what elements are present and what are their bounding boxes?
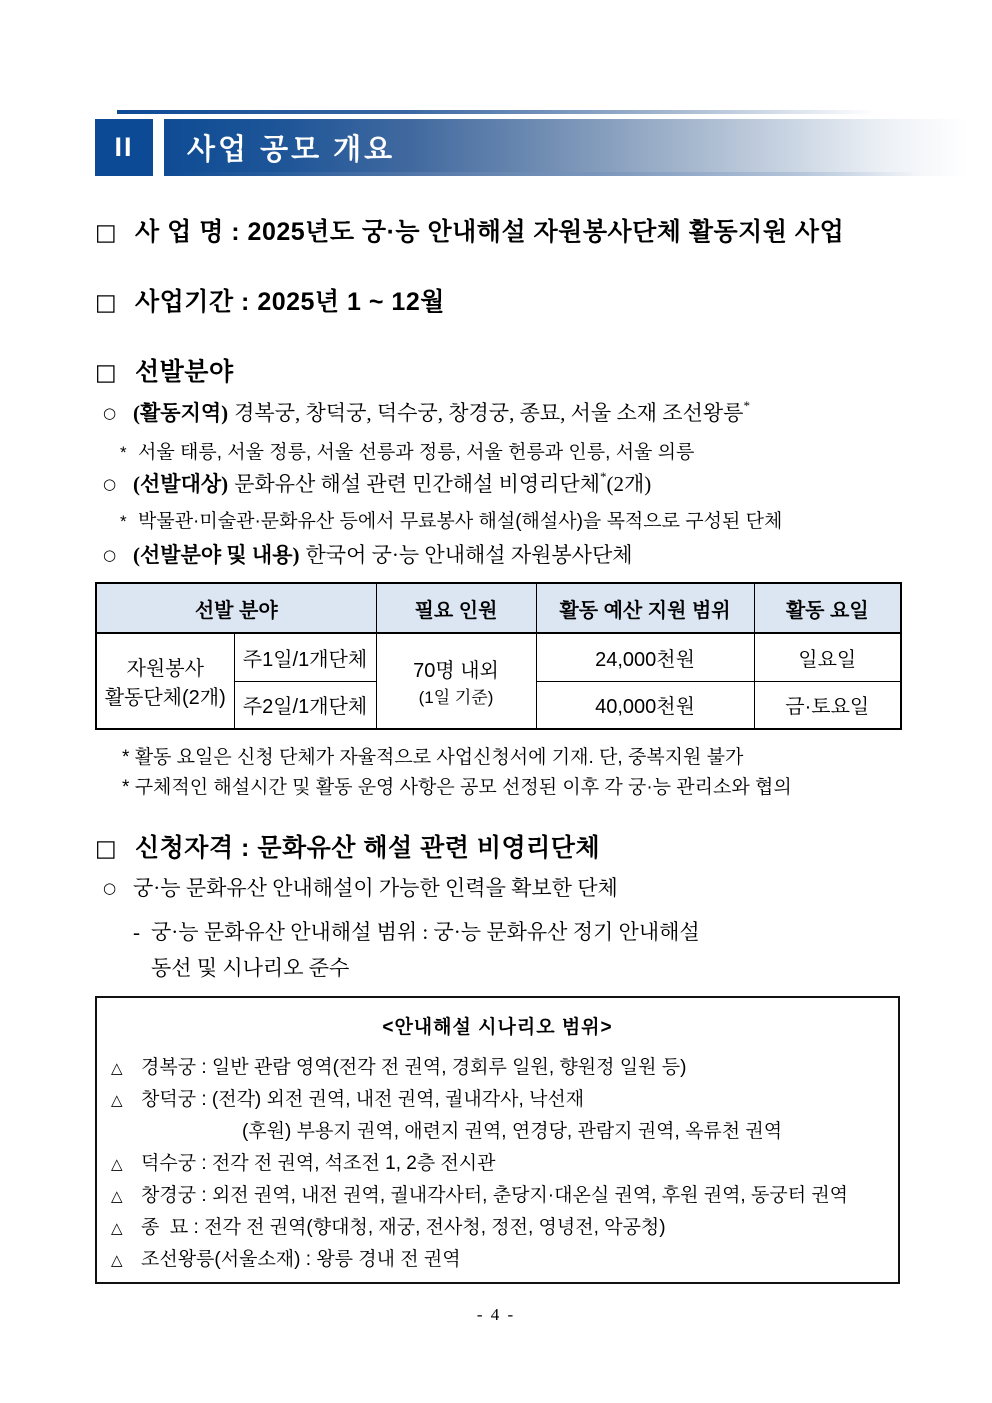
qualification-item bbox=[103, 872, 618, 902]
cell-budget-1: 24,000천원 bbox=[536, 633, 754, 681]
cell-group-name bbox=[96, 633, 234, 729]
list-item-text: 창경궁 : 외전 권역, 내전 권역, 궐내각사터, 춘당지·대온실 권역, 후원 권역, 동궁터 권역 bbox=[141, 1185, 849, 1206]
circle-bullet-icon: ○ bbox=[103, 475, 117, 493]
qualification-heading-text: 신청자격 : 문화유산 해설 관련 비영리단체 bbox=[135, 834, 601, 862]
col-header-budget-range: 활동 예산 지원 범위 bbox=[536, 583, 754, 633]
asterisk-icon: * bbox=[120, 512, 127, 531]
selection-target-label: (선발대상) bbox=[133, 472, 229, 496]
table-footnote-1 bbox=[122, 742, 743, 769]
circle-bullet-icon: ○ bbox=[103, 879, 117, 897]
section-title: 사업 공모 개요 bbox=[187, 134, 396, 166]
group-name-line1: 자원봉사 bbox=[126, 658, 204, 680]
cell-budget-2: 40,000천원 bbox=[536, 681, 754, 729]
scenario-box-title: <안내해설 시나리오 범위> bbox=[382, 1017, 613, 1038]
list-item-gyeongbokgung bbox=[97, 1052, 898, 1084]
list-item-jongmyo bbox=[97, 1212, 898, 1244]
square-bullet-icon: □ bbox=[95, 290, 118, 316]
activity-area-label: (활동지역) bbox=[133, 401, 229, 425]
table-footnote-2 bbox=[122, 772, 792, 799]
table-header-row bbox=[96, 583, 901, 633]
page-number: - 4 - bbox=[476, 1305, 516, 1324]
selection-content-label: (선발분야 및 내용) bbox=[133, 543, 300, 567]
header-accent-line bbox=[117, 110, 942, 114]
cell-day-1: 일요일 bbox=[754, 633, 901, 681]
triangle-bullet-icon: △ bbox=[111, 1091, 123, 1109]
qualification-sub-item bbox=[133, 916, 700, 946]
selection-field-heading bbox=[95, 352, 234, 388]
table-footnote-1-text: 활동 요일은 신청 단체가 자율적으로 사업신청서에 기재. 단, 중복지원 불가 bbox=[134, 747, 744, 768]
asterisk-icon: * bbox=[120, 443, 127, 462]
section-header-bar bbox=[164, 119, 985, 176]
selection-content-line bbox=[103, 539, 633, 569]
col-header-activity-day: 활동 요일 bbox=[754, 583, 901, 633]
table-footnote-2-text: 구체적인 해설시간 및 활동 운영 사항은 공모 선정된 이후 각 궁·능 관리소와 협의 bbox=[134, 777, 792, 798]
asterisk-icon: * bbox=[122, 777, 130, 798]
people-count: 70명 내외 bbox=[413, 660, 499, 682]
circle-bullet-icon: ○ bbox=[103, 546, 117, 564]
square-bullet-icon: □ bbox=[95, 360, 118, 386]
list-item-text: (후원) 부용지 권역, 애련지 권역, 연경당, 관람지 권역, 옥류천 권역 bbox=[242, 1121, 783, 1142]
list-item-changgyeonggung bbox=[97, 1180, 898, 1212]
scenario-range-box bbox=[95, 996, 900, 1284]
list-item-joseon-royal-tombs bbox=[97, 1244, 898, 1276]
cell-day-2: 금·토요일 bbox=[754, 681, 901, 729]
triangle-bullet-icon: △ bbox=[111, 1251, 123, 1269]
selection-target-footnote-text: 박물관·미술관·문화유산 등에서 무료봉사 해설(해설사)을 목적으로 구성된 단체 bbox=[138, 511, 783, 532]
qualification-heading bbox=[95, 828, 600, 864]
cell-required-people bbox=[376, 633, 536, 729]
activity-area-footnote-text: 서울 태릉, 서울 정릉, 서울 선릉과 정릉, 서울 헌릉과 인릉, 서울 의릉 bbox=[138, 442, 695, 463]
col-header-required-people: 필요 인원 bbox=[376, 583, 536, 633]
list-item-text: 경복궁 : 일반 관람 영역(전각 전 권역, 경회루 일원, 향원정 일원 등) bbox=[141, 1057, 687, 1078]
list-item-deoksugung bbox=[97, 1148, 898, 1180]
business-name-text: 사 업 명 : 2025년도 궁·능 안내해설 자원봉사단체 활동지원 사업 bbox=[135, 218, 845, 246]
selection-field-text: 선발분야 bbox=[135, 358, 234, 386]
selection-target-line bbox=[103, 468, 651, 498]
cell-schedule-1: 주1일/1개단체 bbox=[234, 633, 376, 681]
list-item-text: 종 묘 : 전각 전 권역(향대청, 재궁, 전사청, 정전, 영녕전, 악공청) bbox=[141, 1217, 666, 1238]
project-period-heading bbox=[95, 282, 445, 318]
header-underline bbox=[164, 172, 954, 176]
col-header-selection-field: 선발 분야 bbox=[96, 583, 376, 633]
square-bullet-icon: □ bbox=[95, 220, 118, 246]
footnote-asterisk: * bbox=[600, 469, 607, 484]
square-bullet-icon: □ bbox=[95, 836, 118, 862]
activity-area-line bbox=[103, 397, 750, 427]
list-item-changdeokgung bbox=[97, 1084, 898, 1116]
triangle-bullet-icon: △ bbox=[111, 1187, 123, 1205]
qualification-item-text: 궁·능 문화유산 안내해설이 가능한 인력을 확보한 단체 bbox=[133, 876, 618, 900]
table-row bbox=[96, 633, 901, 681]
triangle-bullet-icon: △ bbox=[111, 1155, 123, 1173]
asterisk-icon: * bbox=[122, 747, 130, 768]
list-item-changdeokgung-rear-garden bbox=[97, 1116, 898, 1148]
scenario-item-list bbox=[97, 1052, 898, 1276]
activity-area-text: 경복궁, 창덕궁, 덕수궁, 창경궁, 종묘, 서울 소재 조선왕릉 bbox=[234, 401, 744, 425]
selection-content-text: 한국어 궁·능 안내해설 자원봉사단체 bbox=[305, 543, 633, 567]
section-number-badge bbox=[95, 119, 153, 176]
section-number: II bbox=[114, 132, 134, 162]
circle-bullet-icon: ○ bbox=[103, 404, 117, 422]
qualification-sub-text: 궁·능 문화유산 안내해설 범위 : 궁·능 문화유산 정기 안내해설 bbox=[151, 920, 700, 944]
people-basis: (1일 기준) bbox=[418, 688, 494, 707]
selection-target-footnote bbox=[120, 506, 782, 533]
dash-bullet-icon: - bbox=[133, 920, 140, 944]
group-name-line2: 활동단체(2개) bbox=[104, 687, 226, 709]
selection-target-text: 문화유산 해설 관련 민간해설 비영리단체 bbox=[234, 472, 601, 496]
list-item-text: 조선왕릉(서울소재) : 왕릉 경내 전 권역 bbox=[141, 1249, 461, 1270]
qualification-sub-continuation: 동선 및 시나리오 준수 bbox=[151, 956, 350, 980]
footnote-asterisk: * bbox=[743, 398, 750, 413]
selection-table bbox=[95, 582, 902, 730]
triangle-bullet-icon: △ bbox=[111, 1059, 123, 1077]
triangle-bullet-icon: △ bbox=[111, 1219, 123, 1237]
list-item-text: 덕수궁 : 전각 전 권역, 석조전 1, 2층 전시관 bbox=[141, 1153, 496, 1174]
selection-target-count: (2개) bbox=[606, 472, 652, 496]
project-period-text: 사업기간 : 2025년 1 ~ 12월 bbox=[135, 288, 445, 316]
activity-area-footnote bbox=[120, 437, 694, 464]
cell-schedule-2: 주2일/1개단체 bbox=[234, 681, 376, 729]
list-item-text: 창덕궁 : (전각) 외전 권역, 내전 권역, 궐내각사, 낙선재 bbox=[141, 1089, 585, 1110]
business-name-heading bbox=[95, 212, 844, 248]
